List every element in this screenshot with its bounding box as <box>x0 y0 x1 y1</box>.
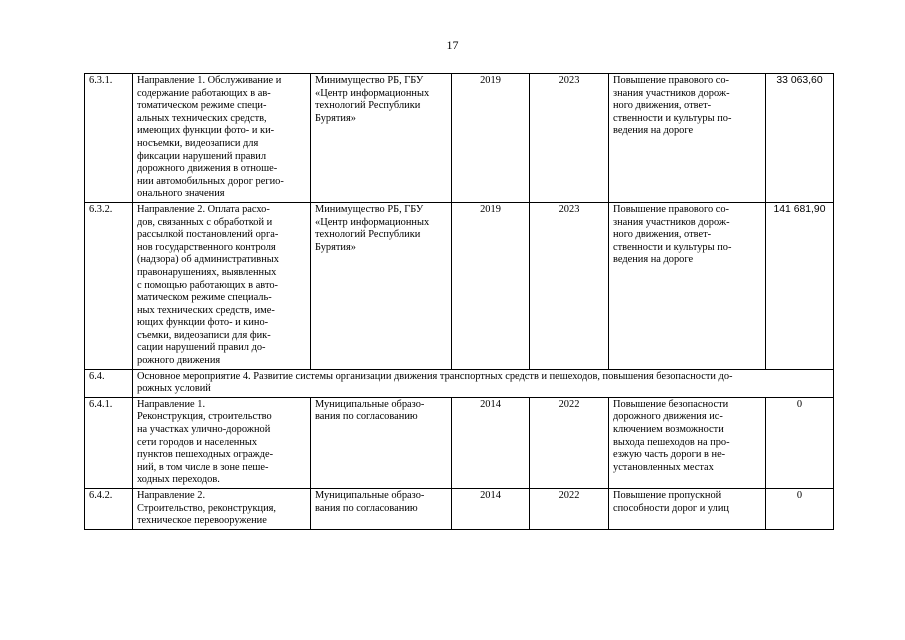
measure-name-cell <box>133 74 311 203</box>
executor-cell <box>311 397 452 488</box>
measure-name-line: (надзора) об административных <box>137 254 279 266</box>
result-line: ного движения, ответ- <box>613 100 712 112</box>
measure-name-cell <box>133 397 311 488</box>
result-cell <box>609 202 766 369</box>
start-year: 2019 <box>452 202 530 369</box>
executor-line: вания по согласованию <box>315 502 418 514</box>
table-row <box>85 74 834 203</box>
measure-name-line: ний, в том числе в зоне пеше- <box>137 461 269 473</box>
result-line: ственности и культуры по- <box>613 112 732 124</box>
table-row <box>85 489 834 530</box>
measure-name-line: сети городов и населенных <box>137 436 258 448</box>
row-number: 6.4.1. <box>85 397 133 488</box>
measure-name-line: Направление 2. Оплата расхо- <box>137 203 270 215</box>
result-line: Повышение правового со- <box>613 203 730 215</box>
result-line: ственности и культуры по- <box>613 241 732 253</box>
measure-name-line: онального значения <box>137 188 225 200</box>
section-title-line: рожных условий <box>137 383 211 395</box>
measure-name-line: с помощью работающих в авто- <box>137 279 279 291</box>
result-line: дорожного движения ис- <box>613 411 723 423</box>
result-line: ведения на дороге <box>613 254 694 266</box>
measure-name-line: матическом режиме специаль- <box>137 292 272 304</box>
measure-name-line: нов государственного контроля <box>137 241 276 253</box>
measures-table <box>84 73 834 530</box>
result-cell <box>609 397 766 488</box>
measure-name-line: сации нарушений правил до- <box>137 342 266 354</box>
measure-name-line: ющих функции фото- и кино- <box>137 317 269 329</box>
start-year: 2019 <box>452 74 530 203</box>
executor-line: Муниципальные образо- <box>315 490 425 501</box>
measure-name-line: Строительство, реконструкция, <box>137 502 277 514</box>
measure-name-line: Направление 1. <box>137 398 206 410</box>
measure-name-line: Реконструкция, строительство <box>137 411 272 423</box>
executor-line: вания по согласованию <box>315 411 418 423</box>
table-row <box>85 397 834 488</box>
measure-name-line: томатическом режиме специ- <box>137 100 267 112</box>
measure-name-line: содержание работающих в ав- <box>137 87 271 99</box>
result-line: знания участников дорож- <box>613 216 730 228</box>
table-row <box>85 202 834 369</box>
funding-amount: 141 681,90 <box>766 202 834 369</box>
funding-amount: 33 063,60 <box>766 74 834 203</box>
measure-name-line: техническое перевооружение <box>137 515 267 527</box>
measure-name-cell <box>133 489 311 530</box>
executor-line: Минимущество РБ, ГБУ <box>315 75 424 86</box>
result-line: способности дорог и улиц <box>613 502 729 514</box>
end-year: 2022 <box>530 489 609 530</box>
measure-name-line: Направление 1. Обслуживание и <box>137 75 282 86</box>
executor-line: Бурятия» <box>315 241 356 253</box>
measure-name-line: альных технических средств, <box>137 112 267 124</box>
result-line: ного движения, ответ- <box>613 229 712 241</box>
section-row <box>85 369 834 397</box>
measure-name-line: ходных переходов. <box>137 474 220 486</box>
result-line: установленных местах <box>613 461 714 473</box>
result-cell <box>609 74 766 203</box>
measure-name-line: правонарушениях, выявленных <box>137 266 277 278</box>
section-title-line: Основное мероприятие 4. Развитие системы организации движения транспортных средств и пешеходов, повышения безопасности до- <box>137 370 733 382</box>
measure-name-line: на участках улично-дорожной <box>137 424 271 436</box>
result-line: ведения на дороге <box>613 125 694 137</box>
measure-name-line: дов, связанных с обработкой и <box>137 216 273 228</box>
executor-line: Бурятия» <box>315 112 356 124</box>
result-line: знания участников дорож- <box>613 87 730 99</box>
result-line: Повышение безопасности <box>613 398 729 410</box>
end-year: 2022 <box>530 397 609 488</box>
end-year: 2023 <box>530 74 609 203</box>
start-year: 2014 <box>452 489 530 530</box>
executor-line: Муниципальные образо- <box>315 398 425 410</box>
executor-cell <box>311 489 452 530</box>
executor-line: технологий Республики <box>315 229 421 241</box>
executor-line: «Центр информационных <box>315 87 430 99</box>
result-line: Повышение пропускной <box>613 490 722 501</box>
measure-name-line: имеющих функции фото- и ки- <box>137 125 275 137</box>
result-line: ключением возможности <box>613 424 724 436</box>
funding-amount: 0 <box>766 489 834 530</box>
executor-line: «Центр информационных <box>315 216 430 228</box>
row-number: 6.3.1. <box>85 74 133 203</box>
result-line: выхода пешеходов на про- <box>613 436 730 448</box>
measure-name-line: рожного движения <box>137 355 221 367</box>
measure-name-line: пунктов пешеходных огражде- <box>137 449 274 461</box>
measure-name-line: нии автомобильных дорог регио- <box>137 175 284 187</box>
result-cell <box>609 489 766 530</box>
funding-amount: 0 <box>766 397 834 488</box>
measure-name-line: ных технических средств, име- <box>137 304 275 316</box>
executor-line: технологий Республики <box>315 100 421 112</box>
measure-name-line: дорожного движения в отноше- <box>137 163 278 175</box>
section-number: 6.4. <box>85 369 133 397</box>
measure-name-line: рассылкой постановлений орга- <box>137 229 279 241</box>
measure-name-line: фиксации нарушений правил <box>137 150 267 162</box>
measure-name-line: съемки, видеозаписи для фик- <box>137 329 271 341</box>
row-number: 6.4.2. <box>85 489 133 530</box>
start-year: 2014 <box>452 397 530 488</box>
executor-cell <box>311 202 452 369</box>
row-number: 6.3.2. <box>85 202 133 369</box>
result-line: езжую часть дороги в не- <box>613 449 726 461</box>
end-year: 2023 <box>530 202 609 369</box>
measure-name-cell <box>133 202 311 369</box>
executor-cell <box>311 74 452 203</box>
result-line: Повышение правового со- <box>613 75 730 86</box>
executor-line: Минимущество РБ, ГБУ <box>315 203 424 215</box>
section-title-cell <box>133 369 834 397</box>
measure-name-line: носъемки, видеозаписи для <box>137 137 259 149</box>
measure-name-line: Направление 2. <box>137 490 206 501</box>
page-number: 17 <box>446 38 459 52</box>
